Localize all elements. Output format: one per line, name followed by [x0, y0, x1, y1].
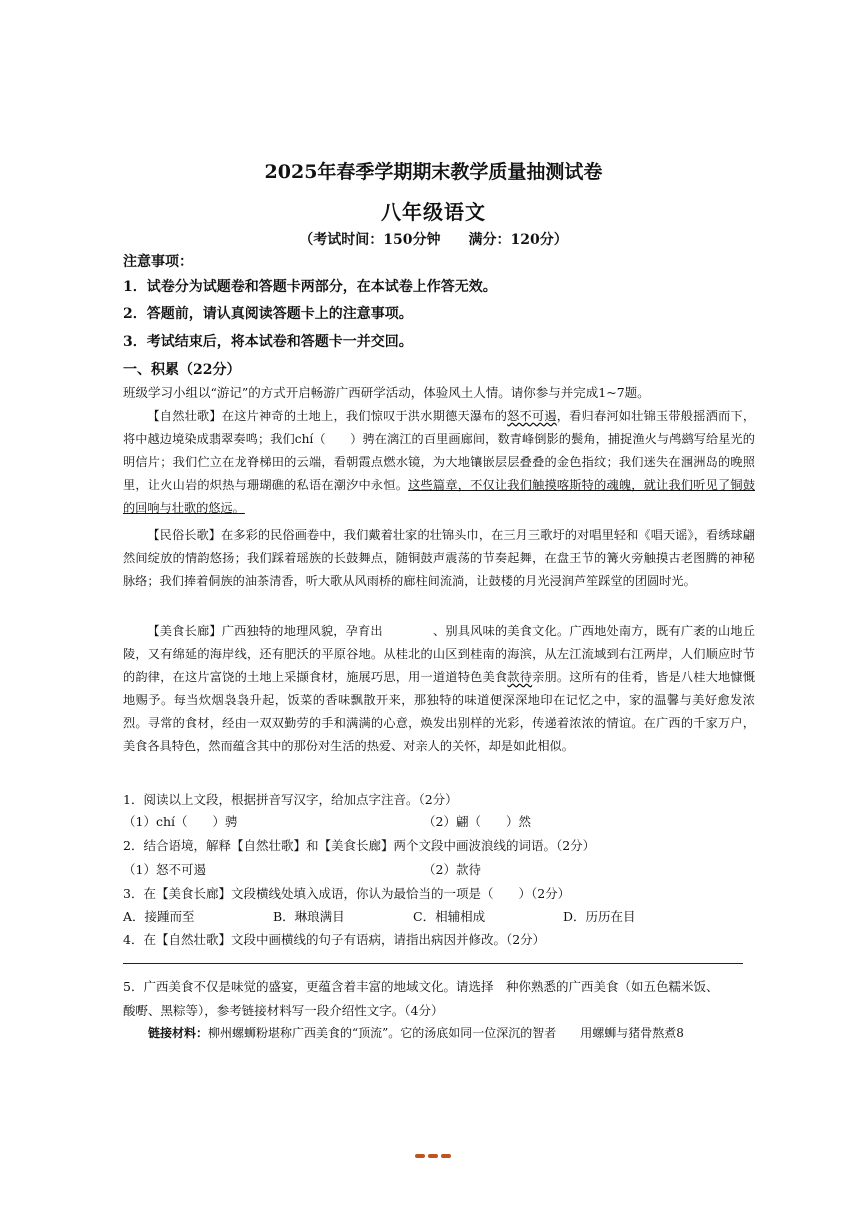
- exam-subtitle: 八年级语文: [381, 200, 486, 224]
- question-5-line-2: 酸嘢、黑粽等），参考链接材料写一段介绍性文字。（4分）: [123, 1003, 444, 1018]
- option-b: B．琳琅满目: [273, 909, 345, 924]
- question-3: 3．在【美食长廊】文段横线处填入成语，你认为最恰当的一项是（ ）（2分）: [123, 886, 571, 901]
- passage-food-text-b: 、别具风味的美食文化。广西地处南方，既有广袤的山地丘陵，又有绵延的海岸线，还有肥沃的平原谷地。从桂北的山区到桂南的海滨，从左江流域到右江两岸，人们顺应时节的韵律，在这片富饶的土地上采撷食材，施展巧思，用一道道特色美食: [123, 624, 756, 684]
- question-1: 1．阅读以上文段，根据拼音写汉字，给加点字注音。（2分）: [123, 792, 458, 807]
- question-1-parts: [123, 812, 755, 830]
- question-2-part-a: （1）怒不可遏: [123, 862, 206, 877]
- answer-line: [123, 963, 743, 964]
- passage-food: [123, 620, 755, 758]
- link-material: [148, 1024, 684, 1041]
- question-2-parts: [123, 860, 755, 878]
- notice-heading: 注意事项：: [123, 254, 193, 270]
- question-2: 2．结合语境，解释【自然壮歌】和【美食长廊】两个文段中画波浪线的词语。（2分）: [123, 838, 596, 853]
- passage-nature-text-b: ，看归春河如壮锦玉带般摇洒而下，将中越边境染成翡翠奏鸣；我们chí（ ）骋在漓江的百里画廊间，数青峰倒影的鬓角，捕捉渔火与鸬鹚写给星光的明信片；我们伫立在龙脊梯田的云端，看朝霞点燃水镜，为大地镶嵌层层叠叠的金色指纹；我们迷失在涠洲岛的晚照里，让火山岩的炽热与珊瑚礁的私语在潮汐中永恒。: [123, 409, 756, 492]
- exam-info: [0, 229, 867, 249]
- link-material-label: 链接材料：: [148, 1026, 209, 1040]
- section-heading: 一、积累（22分）: [123, 362, 241, 378]
- option-a: A．接踵而至: [123, 909, 195, 924]
- wavy-word-kuandai: 款待: [507, 670, 533, 684]
- passage-food-text-c: 亲朋。这所有的佳肴，皆是八桂大地慷慨地赐予。每当炊烟袅袅升起，饭菜的香味飘散开来，那独特的味道便深深地印在记忆之中，家的温馨与美好愈发浓烈。寻常的食材，经由一双双勤劳的手和满满的心意，焕发出别样的光彩，传递着浓浓的情谊。在广西的千家万户，美食各具特色，然而蕴含其中的那份对生活的热爱、对亲人的关怀，却是如此相似。: [123, 670, 756, 753]
- passage-nature-text-a: 【自然壮歌】在这片神奇的土地上，我们惊叹于洪水期德天瀑布的: [147, 409, 508, 423]
- question-4: 4．在【自然壮歌】文段中画横线的句子有语病，请指出病因并修改。（2分）: [123, 932, 546, 947]
- link-material-text: 柳州螺蛳粉堪称广西美食的“顶流”。它的汤底如同一位深沉的智者 用螺蛳与猪骨熬煮8: [208, 1026, 684, 1040]
- question-1-part-a: （1）chí（ ）骋: [123, 814, 238, 829]
- exam-time: （考试时间：150分钟: [299, 232, 441, 248]
- notice-item-3: 3．考试结束后，将本试卷和答题卡一并交回。: [123, 334, 413, 350]
- section-intro: 班级学习小组以“游记”的方式开启畅游广西研学活动，体验风土人情。请你参与并完成1~7题。: [123, 385, 650, 400]
- passage-food-text-a: 【美食长廊】广西独特的地理风貌，孕育出: [147, 624, 383, 638]
- option-c: C．相辅相成: [413, 909, 486, 924]
- notice-item-1: 1．试卷分为试题卷和答题卡两部分，在本试卷上作答无效。: [123, 279, 497, 295]
- notice-item-2: 2．答题前，请认真阅读答题卡上的注意事项。: [123, 306, 413, 322]
- passage-folk: 【民俗长歌】在多彩的民俗画卷中，我们戴着壮家的壮锦头巾，在三月三歌圩的对唱里轻和《唱天谣》，看绣球翩然间绽放的情韵悠扬；我们踩着瑶族的长鼓舞点，随铜鼓声震荡的节奏起舞，在盘王节的篝火旁触摸古老图腾的神秘脉络；我们捧着侗族的油茶清香，听大歌从风雨桥的廊柱间流淌，让鼓楼的月光浸润芦笙踩堂的团圆时光。: [123, 528, 755, 588]
- underlined-sentence: 这些篇章，不仅让我们触摸喀斯特的魂魄，就让我们听见了铜鼓的回响与壮歌的悠远。: [123, 478, 756, 515]
- exam-score: 满分：120分）: [468, 232, 568, 248]
- footer-ornament-icon: [414, 1152, 454, 1160]
- question-3-options: [123, 907, 755, 925]
- passage-nature: [123, 405, 755, 520]
- question-2-part-b: （2）款待: [423, 862, 481, 877]
- exam-title: 2025年春季学期期末教学质量抽测试卷: [264, 161, 603, 183]
- wavy-word-nubukee: 怒不可遏: [507, 409, 557, 423]
- option-d: D．历历在目: [563, 909, 636, 924]
- question-5-line-1: 5．广西美食不仅是味觉的盛宴，更蕴含着丰富的地域文化。请选择 种你熟悉的广西美食（如五色糯米饭、: [123, 979, 719, 994]
- question-1-part-b: （2）翩（ ）然: [423, 814, 531, 829]
